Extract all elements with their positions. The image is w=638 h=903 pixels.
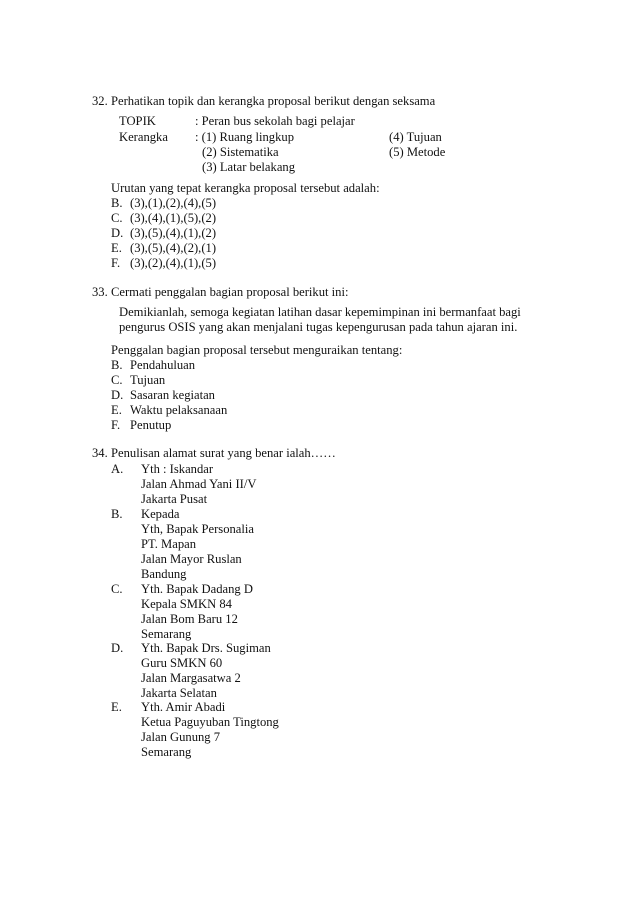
option-letter: A. <box>111 462 124 476</box>
address-line: Yth. Bapak Drs. Sugiman <box>141 641 271 655</box>
option-letter: F. <box>111 418 121 432</box>
option-letter: E. <box>111 700 122 714</box>
address-line: Semarang <box>141 745 192 759</box>
option-text: (3),(4),(1),(5),(2) <box>130 211 217 225</box>
question-text: Cermati penggalan bagian proposal berikut ini: <box>111 285 349 299</box>
kerangka-item: (2) Sistematika <box>202 145 279 159</box>
topik-label: TOPIK <box>119 114 156 128</box>
option-text: (3),(1),(2),(4),(5) <box>130 196 217 210</box>
question-prompt: Penggalan bagian proposal tersebut menguraikan tentang: <box>111 343 403 357</box>
topik-value: : Peran bus sekolah bagi pelajar <box>195 114 355 128</box>
address-line: Bandung <box>141 567 187 581</box>
address-line: Ketua Paguyuban Tingtong <box>141 715 279 729</box>
option-text: Waktu pelaksanaan <box>130 403 228 417</box>
option-text: Penutup <box>130 418 172 432</box>
excerpt-text: pengurus OSIS yang akan menjalani tugas kepengurusan pada tahun ajaran ini. <box>119 320 518 334</box>
option-letter: B. <box>111 196 123 210</box>
address-line: Yth : Iskandar <box>141 462 214 476</box>
option-text: (3),(2),(4),(1),(5) <box>130 256 217 270</box>
address-line: Yth, Bapak Personalia <box>141 522 254 536</box>
question-text: Perhatikan topik dan kerangka proposal berikut dengan seksama <box>111 94 436 108</box>
option-letter: D. <box>111 388 124 402</box>
option-text: (3),(5),(4),(1),(2) <box>130 226 217 240</box>
option-text: Pendahuluan <box>130 358 196 372</box>
address-line: Yth. Bapak Dadang D <box>141 582 253 596</box>
option-letter: D. <box>111 641 124 655</box>
address-line: Guru SMKN 60 <box>141 656 223 670</box>
option-letter: C. <box>111 211 123 225</box>
question-number: 33. <box>92 285 108 299</box>
address-line: Jalan Ahmad Yani II/V <box>141 477 257 491</box>
option-letter: E. <box>111 241 122 255</box>
address-line: Kepala SMKN 84 <box>141 597 232 611</box>
kerangka-item: (3) Latar belakang <box>202 160 296 174</box>
option-letter: B. <box>111 358 123 372</box>
option-text: Tujuan <box>130 373 166 387</box>
address-line: Jalan Mayor Ruslan <box>141 552 242 566</box>
kerangka-item: (4) Tujuan <box>389 130 442 144</box>
address-line: Kepada <box>141 507 180 521</box>
option-letter: D. <box>111 226 124 240</box>
address-line: Jakarta Pusat <box>141 492 208 506</box>
address-line: Yth. Amir Abadi <box>141 700 226 714</box>
kerangka-item: (5) Metode <box>389 145 446 159</box>
option-letter: C. <box>111 582 123 596</box>
address-line: Jalan Bom Baru 12 <box>141 612 238 626</box>
question-prompt: Urutan yang tepat kerangka proposal tersebut adalah: <box>111 181 380 195</box>
address-line: Jakarta Selatan <box>141 686 217 700</box>
option-letter: E. <box>111 403 122 417</box>
address-line: Semarang <box>141 627 192 641</box>
question-number: 32. <box>92 94 108 108</box>
question-text: Penulisan alamat surat yang benar ialah…… <box>111 446 336 460</box>
option-letter: C. <box>111 373 123 387</box>
excerpt-text: Demikianlah, semoga kegiatan latihan dasar kepemimpinan ini bermanfaat bagi <box>119 305 521 319</box>
kerangka-item: : (1) Ruang lingkup <box>195 130 294 144</box>
address-line: Jalan Gunung 7 <box>141 730 221 744</box>
option-letter: F. <box>111 256 121 270</box>
kerangka-label: Kerangka <box>119 130 168 144</box>
address-line: Jalan Margasatwa 2 <box>141 671 241 685</box>
option-letter: B. <box>111 507 123 521</box>
option-text: (3),(5),(4),(2),(1) <box>130 241 217 255</box>
address-line: PT. Mapan <box>141 537 197 551</box>
option-text: Sasaran kegiatan <box>130 388 215 402</box>
question-number: 34. <box>92 446 108 460</box>
